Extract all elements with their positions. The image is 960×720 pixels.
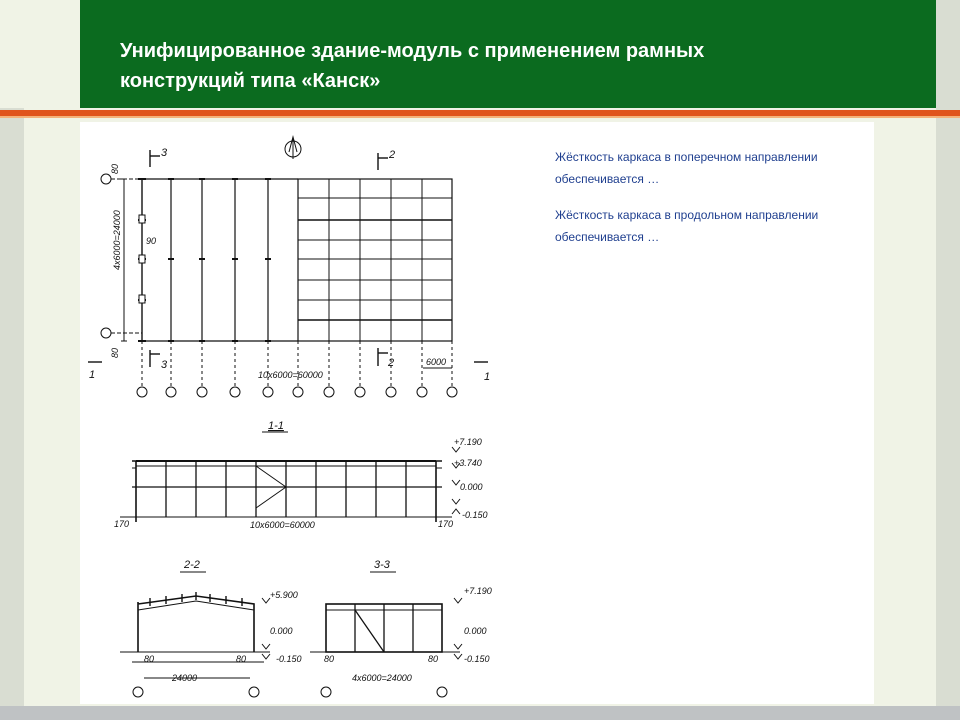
- s11-elev-mid: +3.740: [454, 458, 482, 468]
- s11-dim-170-left: 170: [114, 519, 130, 529]
- section-3-3: [310, 559, 492, 697]
- s33-dim-80-right: 80: [428, 654, 439, 664]
- plan-section-3-bottom: 3: [161, 359, 168, 371]
- plan-section-2-top: 2: [389, 149, 396, 161]
- engineering-drawing: [80, 122, 512, 704]
- slide-title-line-1: Унифицированное здание-модуль с применением рамных: [120, 40, 705, 62]
- s22-elev-neg: -0.150: [276, 654, 302, 664]
- s22-dim-80-right: 80: [236, 654, 247, 664]
- drawing-svg: [80, 122, 512, 704]
- title-banner-margin: [0, 0, 80, 108]
- slide-title: [120, 36, 820, 96]
- left-stripe: [0, 0, 24, 720]
- s33-elev-top: +7.190: [464, 586, 492, 596]
- s11-dim-170-right: 170: [438, 519, 454, 529]
- s11-dim-bottom: 10x6000=60000: [250, 520, 315, 530]
- s33-dim-80-left: 80: [324, 654, 335, 664]
- plan-dim-6000: 6000: [426, 357, 447, 367]
- plan-view: [88, 137, 490, 397]
- s22-elev-zero: 0.000: [270, 626, 293, 636]
- s22-dim-80-left: 80: [144, 654, 155, 664]
- s22-dim-bottom: 24000: [172, 673, 198, 683]
- plan-dim-80-bottom: 80: [110, 347, 120, 358]
- s22-elev-top: +5.900: [270, 590, 298, 600]
- bottom-bar: [0, 706, 960, 720]
- paragraph-longitudinal: Жёсткость каркаса в продольном направлении обеспечивается …: [555, 208, 819, 244]
- plan-section-3-top: 3: [161, 147, 168, 159]
- right-stripe: [936, 0, 960, 720]
- slide-title-line-2: конструкций типа «Канск»: [120, 70, 381, 92]
- section-2-2: [120, 559, 302, 697]
- s11-elev-zero: 0.000: [460, 482, 483, 492]
- plan-section-1-left: 1: [89, 369, 96, 381]
- s11-elev-top: +7.190: [454, 437, 482, 447]
- s33-dim-bottom: 4x6000=24000: [352, 673, 412, 683]
- section-1-1: [114, 420, 488, 530]
- s11-elev-neg: -0.150: [462, 510, 488, 520]
- plan-axis-circles: [137, 341, 457, 397]
- section-2-2-label: 2-2: [184, 559, 200, 571]
- section-1-1-label: 1-1: [268, 420, 284, 432]
- plan-section-2-bottom: 2: [388, 357, 395, 369]
- s33-elev-neg: -0.150: [464, 654, 490, 664]
- plan-dim-80-top: 80: [110, 163, 120, 174]
- plan-dim-90: 90: [146, 236, 157, 246]
- plan-dim-bottom: 10x6000=60000: [258, 370, 323, 380]
- orange-divider-thin: [0, 116, 960, 118]
- plan-section-1-right: 1: [484, 371, 491, 383]
- plan-dim-side: 4x6000=24000: [112, 210, 122, 270]
- s33-elev-zero: 0.000: [464, 626, 487, 636]
- paragraph-transverse: Жёсткость каркаса в поперечном направлении обеспечивается …: [555, 150, 818, 186]
- section-3-3-label: 3-3: [374, 559, 390, 571]
- north-arrow-icon: [285, 137, 301, 159]
